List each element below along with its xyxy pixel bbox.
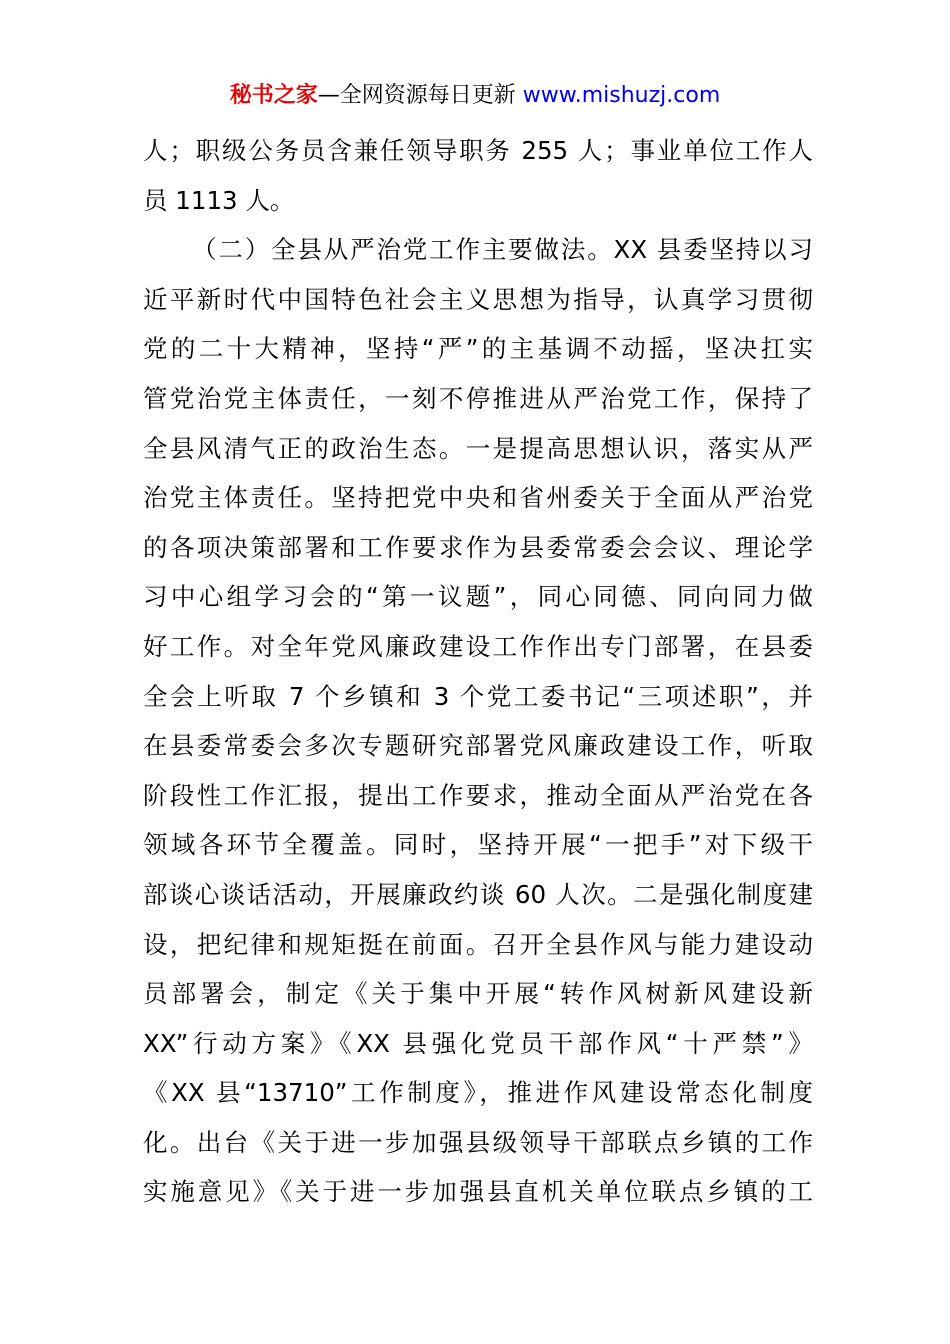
- text-line: 员部署会，制定《关于集中开展“转作风树新风建设新: [143, 979, 813, 1009]
- text-line: 近平新时代中国特色社会主义思想为指导，认真学习贯彻: [143, 284, 813, 314]
- text-line: 人；职级公务员含兼任领导职务 255 人；事业单位工作人: [143, 136, 813, 165]
- text-line: 员 1113 人。: [143, 185, 295, 215]
- text-line: 部谈心谈话活动，开展廉政约谈 60 人次。二是强化制度建: [143, 879, 813, 909]
- text-line: 治党主体责任。坚持把党中央和省州委关于全面从严治党: [143, 483, 813, 513]
- site-url-link[interactable]: www.mishuzj.com: [522, 83, 721, 108]
- text-line: 党的二十大精神，坚持“严”的主基调不动摇，坚决扛实: [143, 334, 813, 364]
- site-header: [0, 80, 950, 112]
- text-line: 领域各环节全覆盖。同时，坚持开展“一把手”对下级干: [143, 830, 813, 860]
- text-line: 阶段性工作汇报，提出工作要求，推动全面从严治党在各: [143, 780, 813, 810]
- text-line: 全县风清气正的政治生态。一是提高思想认识，落实从严: [143, 433, 813, 463]
- text-line: 全会上听取 7 个乡镇和 3 个党工委书记“三项述职”，并: [143, 681, 813, 711]
- site-brand: 秘书之家: [229, 83, 318, 108]
- paragraph-start-line: （二）全县从严治党工作主要做法。XX 县委坚持以习: [192, 235, 813, 265]
- text-line: 化。出台《关于进一步加强县级领导干部联点乡镇的工作: [143, 1127, 813, 1157]
- text-line: 在县委常委会多次专题研究部署党风廉政建设工作，听取: [143, 731, 813, 761]
- site-tagline: —全网资源每日更新: [317, 83, 523, 108]
- text-line: 实施意见》《关于进一步加强县直机关单位联点乡镇的工: [143, 1177, 813, 1207]
- text-line: 的各项决策部署和工作要求作为县委常委会会议、理论学: [143, 532, 813, 562]
- text-line: 好工作。对全年党风廉政建设工作作出专门部署，在县委: [143, 631, 813, 661]
- document-body: [143, 126, 813, 1217]
- text-line: 《XX 县“13710”工作制度》，推进作风建设常态化制度: [143, 1078, 813, 1108]
- text-line: 设，把纪律和规矩挺在前面。召开全县作风与能力建设动: [143, 929, 813, 959]
- text-line: 习中心组学习会的“第一议题”，同心同德、同向同力做: [143, 582, 813, 612]
- text-line: XX”行动方案》《XX 县强化党员干部作风“十严禁”》: [143, 1028, 813, 1058]
- text-line: 管党治党主体责任，一刻不停推进从严治党工作，保持了: [143, 383, 813, 413]
